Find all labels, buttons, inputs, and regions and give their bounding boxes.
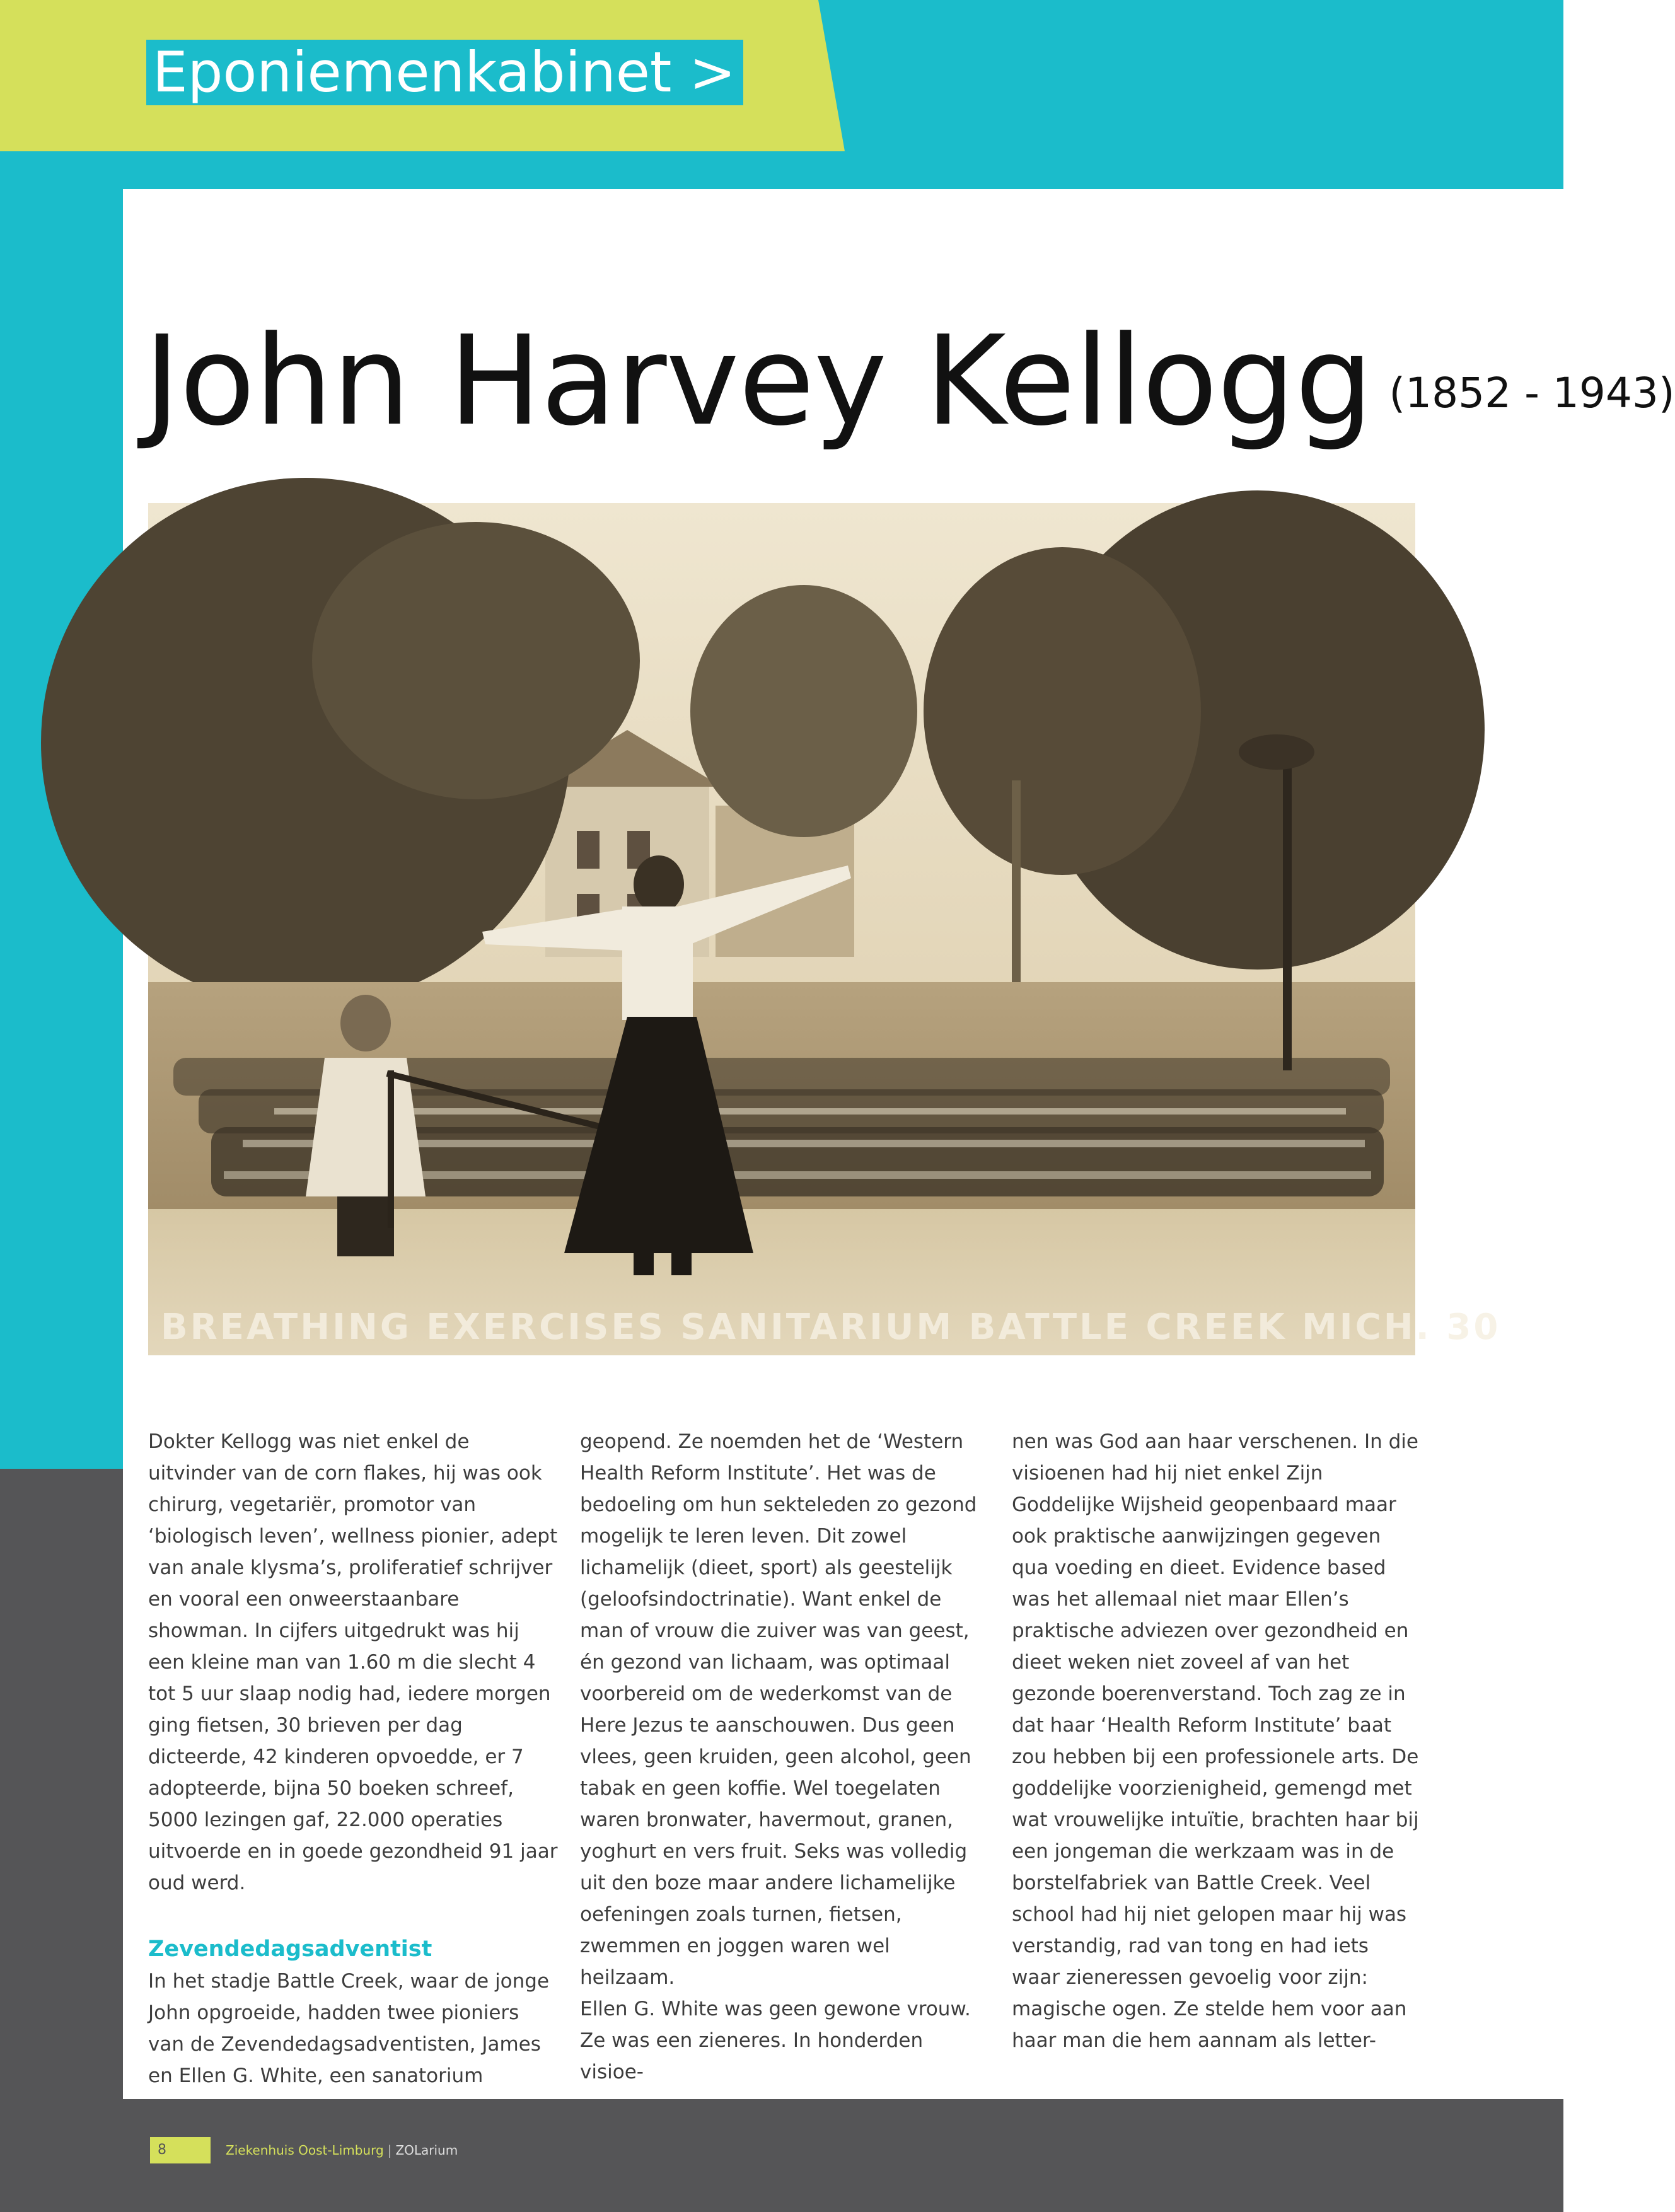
body-paragraph: nen was God aan haar verschenen. In die visioenen had hij niet enkel Zijn Goddelijke Wijsheid geopenbaard maar ook praktische aanwijzingen gegeven qua voeding en dieet. Evidence based was het allemaal niet maar Ellen’s praktische adviezen over gezondheid en dieet weken niet zoveel af van het gezonde boerenverstand. Toch zag ze in dat haar ‘Health Reform Institute’ baat zou hebben bij een professionele arts. De goddelijke voorzienigheid, gemengd met wat vrouwelijke intuïtie, brachten haar bij een jongeman die werkzaam was in de borstelfabriek van Battle Creek. Veel school had hij niet gelopen maar hij was verstandig, rad van tong en had iets waar zieneressen gevoelig voor zijn: magische ogen. Ze stelde hem voor aan haar man die hem aannam als letter- (1012, 1430, 1419, 2052)
page-number: 8 (150, 2137, 211, 2163)
subheading: Zevendedagsadventist (148, 1937, 432, 1962)
body-paragraph: geopend. Ze noemden het de ‘Western Health Reform Institute’. Het was de bedoeling om hun sekteleden zo gezond mogelijk te leren leven. Dit zowel lichamelijk (dieet, sport) als geestelijk (geloofsindoctrinatie). Want enkel de man of vrouw die zuiver was van geest, én gezond van lichaam, was optimaal voorbereid om de wederkomst van de Here Jezus te aanschouwen. Dus geen vlees, geen kruiden, geen alcohol, geen tabak en geen koffie. Wel toegelaten waren bronwater, havermout, granen, yoghurt en vers fruit. Seks was volledig uit den boze maar andere lichamelijke oefeningen zoals turnen, fietsen, zwemmen en joggen waren wel heilzaam. (580, 1430, 977, 1989)
section-tag: Eponiemenkabinet > (146, 40, 743, 105)
footer-separator: | (387, 2143, 392, 2158)
publisher-name: Ziekenhuis Oost-Limburg (226, 2143, 384, 2158)
magazine-name: ZOLarium (395, 2143, 458, 2158)
text-column-2 (580, 1426, 990, 2088)
article-title (144, 309, 1675, 454)
text-column-1 (148, 1426, 558, 2092)
photo-caption: BREATHING EXERCISES SANITARIUM BATTLE CREEK MICH. 30 (161, 1307, 1501, 1348)
body-paragraph: Dokter Kellogg was niet enkel de uitvinder van de corn flakes, hij was ook chirurg, vegetariër, promotor van ‘biologisch leven’, wellness pionier, adept van anale klysma’s, proliferatief schrijver en vooral een onweerstaanbare showman. In cijfers uitgedrukt was hij een kleine man van 1.60 m die slecht 4 tot 5 uur slaap nodig had, iedere morgen ging fietsen, 30 brieven per dag dicteerde, 42 kinderen opvoedde, er 7 adopteerde, bijna 50 boeken schreef, 5000 lezingen gaf, 22.000 operaties uitvoerde en in goede gezondheid 91 jaar oud werd. (148, 1430, 558, 1894)
historic-photo (148, 503, 1501, 1355)
eponym-years: (1852 - 1943) (1389, 369, 1675, 417)
body-paragraph: In het stadje Battle Creek, waar de jonge John opgroeide, hadden twee pioniers van de Zevendedagsadventisten, James en Ellen G. White, een sanatorium (148, 1970, 550, 2087)
eponym-name: John Harvey Kellogg (144, 310, 1373, 453)
body-paragraph: Ellen G. White was geen gewone vrouw. Ze was een zieneres. In honderden visioe- (580, 1998, 971, 2083)
footer-credit (226, 2137, 458, 2163)
text-column-3 (1012, 1426, 1422, 2056)
